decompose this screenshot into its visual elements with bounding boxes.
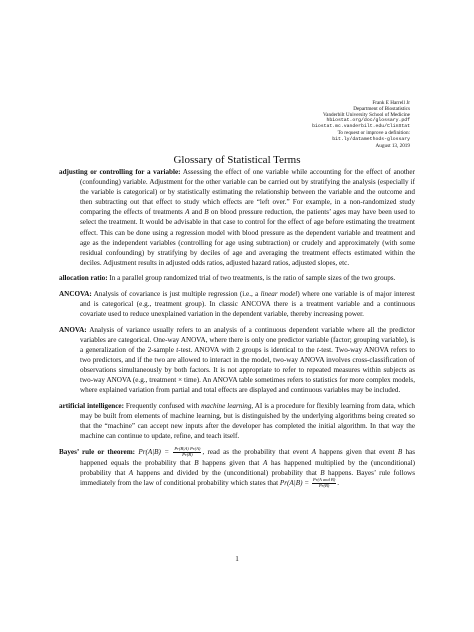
- term-bayes-rule: Bayes’ rule or theorem: [59, 447, 133, 456]
- definition-bayes-part5: has happened multiplied by the (unconditional) probability that: [80, 458, 415, 477]
- definition-bayes-part7: happens. Bayes’ rule follows immediately from the law of conditional probability which states that: [80, 468, 415, 487]
- definition-ai-part1: Frequently confused with: [125, 401, 200, 410]
- page-number: 1: [235, 555, 239, 563]
- math-b: B: [397, 447, 403, 456]
- clinstat-url[interactable]: biostat.mc.vanderbilt.edu/ClinStat: [312, 124, 410, 130]
- math-t: t: [176, 346, 179, 354]
- definition-bayes-part4: happens given that: [202, 458, 260, 467]
- fraction-conditional: [312, 478, 336, 489]
- definition-adjusting-part2: on blood pressure reduction, the patients’ ages may have been used to select the treatment. It would be advisable in that case to control for the effect of age before estimating the treatment effect. This can be done using a regression model with blood pressure as the dependent variable and treatment and age as the independent variables (controlling for age using subtraction) or crudely and approximately (with some residual confounding) by stratifying by deciles of age and averaging the treatment effects estimated within the deciles. Adjustment results in adjusted odds ratios, adjusted hazard ratios, adjusted slopes, etc.: [80, 208, 415, 267]
- entry-ancova: ANCOVA: Analysis of covariance is just multiple regression (i.e., a linear model) where one variable is of major interest and is categorical (e.g., treatment group). In classic ANCOVA there is a treatment variable and a continuous covariate used to reduce unexplained variation in the dependent variable, thereby increasing power.: [59, 290, 415, 319]
- header-date: August 13, 2019: [375, 142, 410, 149]
- page-title: Glossary of Statistical Terms: [173, 154, 301, 166]
- entry-allocation-ratio: allocation ratio: In a parallel group randomized trial of two treatments, is the ratio of sample sizes of the two groups.: [59, 274, 396, 283]
- author-header: [312, 100, 410, 149]
- request-note: To request or improve a definition:: [337, 130, 410, 137]
- entry-anova: ANOVA: Analysis of variance usually refers to an analysis of a continuous dependent variable where all the predictor variables are categorical. One-way ANOVA, where there is only one predictor variable (factor; grouping variable), is a generalization of the 2-sample t-test. ANOVA with 2 groups is identical to the t-test. Two-way ANOVA refers to two predictors, and if the two are allowed to interact in the model, two-way ANOVA involves cross-classification of observations simultaneously by both factors. It is not appropriate to refer to repeated measures within subjects as two-way ANOVA (e.g., treatment × time). An ANOVA table sometimes refers to statistics for more complex models, where explained variation from partial and total effects are displayed and continuous variables may be included.: [59, 325, 415, 395]
- definition-ancova-part1: Analysis of covariance is just multiple regression (i.e., a: [93, 290, 259, 299]
- math-b: B: [204, 208, 209, 217]
- definition-bayes-part6: happens and divided by the (unconditional) probability that: [136, 468, 317, 477]
- datamethods-url[interactable]: bit.ly/datamethods-glossary: [332, 136, 410, 142]
- term-adjusting: adjusting or controlling for a variable: [59, 168, 179, 176]
- definition-bayes-part1: , read as the probability that event: [202, 447, 309, 456]
- definition-adjusting-part1: Assessing the effect of one variable while accounting for the effect of another (confounding) variable. Adjustment for the other variable can be carried out by stratifying the analysis (especially if the variable is categorical) or by statistically estimating the relationship between the variable and the outcome and then subtracting out that effect to study which effects are “left over.” For example, in a non-randomized study comparing the effects of treatments: [80, 168, 415, 217]
- definition-anova-part3: -test. Two-way ANOVA refers to two predictors, and if the two are allowed to interact in the model, two-way ANOVA involves cross-classification of observations simultaneously by both factors. It is not appropriate to refer to repeated measures within subjects as two-way ANOVA (e.g., treatment × time). An ANOVA table sometimes refers to statistics for more complex models, where explained variation from partial and total effects are displayed and continuous variables may be included.: [80, 346, 415, 395]
- formula-lhs: Pr(A|B) =: [279, 478, 310, 487]
- math-a: A: [311, 447, 316, 456]
- definition-bayes-part2: happens given that event: [319, 447, 395, 456]
- link-machine-learning[interactable]: machine learning: [201, 401, 252, 410]
- term-anova: ANOVA: [59, 325, 85, 334]
- definition-allocation-ratio: In a parallel group randomized trial of two treatments, is the ratio of sample sizes of the two groups.: [109, 274, 396, 283]
- definition-anova-part1: Analysis of variance usually refers to an analysis of a continuous dependent variable where all the predictor variables are categorical. One-way ANOVA, where there is only one predictor variable (factor; grouping variable), is a generalization of the 2-sample: [80, 325, 415, 354]
- term-allocation-ratio: allocation ratio: [59, 274, 106, 283]
- definition-ancova-part2: ) where one variable is of major interest and is categorical (e.g., treatment group). In classic ANCOVA there is a treatment variable and a continuous covariate used to reduce unexplained variation in the dependent variable, thereby increasing power.: [80, 290, 415, 319]
- math-a: A: [263, 458, 268, 467]
- definition-bayes-part3: has happened equals the probability that: [80, 447, 415, 467]
- term-ancova: ANCOVA: [59, 290, 90, 299]
- author-department: Department of Biostatistics: [353, 106, 410, 113]
- fraction-denominator: Pr(B): [182, 451, 193, 457]
- math-t: t: [316, 346, 319, 354]
- term-artificial-intelligence: artificial intelligence: [59, 401, 122, 410]
- author-school: Vanderbilt University School of Medicine: [322, 112, 410, 119]
- entry-adjusting: adjusting or controlling for a variable: Assessing the effect of one variable while accounting for the effect of another (confounding) variable. Adjustment for the other variable can be carried out by stratifying the analysis (especially if the variable is categorical) or by statistically estimating the relationship between the variable and the outcome and then subtracting out that effect to study which effects are “left over.” For example, in a non-randomized study comparing the effects of treatments A and B on blood pressure reduction, the patients’ ages may have been used to select the treatment. It would be advisable in that case to control for the effect of age before estimating the treatment effect. This can be done using a regression model with blood pressure as the dependent variable and treatment and age as the independent variables (controlling for age using subtraction) or crudely and approximately (with some residual confounding) by stratifying by deciles of age and averaging the treatment effects estimated within the deciles. Adjustment results in adjusted odds ratios, adjusted hazard ratios, adjusted slopes, etc.: [59, 168, 415, 267]
- glossary-url[interactable]: hbiostat.org/doc/glossary.pdf: [326, 118, 410, 124]
- math-a: A: [128, 468, 134, 477]
- author-name: Frank E Harrell Jr: [372, 100, 410, 106]
- fraction-bayes: [173, 447, 201, 458]
- fraction-numerator: Pr(A and B): [312, 476, 336, 482]
- entry-bayes-rule: Bayes’ rule or theorem: Pr(A|B) = $\frac{Pr(B|A) Pr(A)}{Pr(B)}$ , read as the probability that event A happens given that event B has happened equals the probability that B happens given that A has happened multiplied by the (unconditional) probability that A happens and divided by the (unconditional) probability that B happens. Bayes’ rule follows immediately from the law of conditional probability which states that Pr(A|B) = $\frac{\text{Pr(A and B)}}{Pr(B)}$ .: [59, 445, 415, 488]
- math-b: B: [194, 458, 199, 467]
- glossary-entries: [59, 167, 415, 494]
- entry-artificial-intelligence: artificial intelligence: Frequently confused with machine learning, AI is a procedure for flexibly learning from data, which may be built from elements of machine learning, but is distinguished by the underlying algorithms being created so that the “machine” can accept new inputs after the developer has completed the initial algorithm. In that way the machine can continue to update, refine, and teach itself.: [59, 401, 415, 441]
- definition-ai-part2: , AI is a procedure for flexibly learning from data, which may be built from elements of machine learning, but is distinguished by the underlying algorithms being created so that the “machine” can accept new inputs after the developer has completed the initial algorithm. In that way the machine can continue to update, refine, and teach itself.: [80, 401, 415, 441]
- math-b: B: [320, 468, 325, 477]
- formula-lhs: Pr(A|B) =: [138, 447, 170, 456]
- link-linear-model[interactable]: linear model: [260, 290, 298, 299]
- fraction-numerator: Pr(B|A) Pr(A): [174, 445, 201, 451]
- math-a: A: [185, 208, 190, 217]
- formula-period: .: [337, 478, 340, 487]
- definition-adjusting-and: and: [191, 208, 203, 217]
- definition-anova-part2: -test. ANOVA with 2 groups is identical to the: [178, 346, 315, 354]
- fraction-denominator: Pr(B): [318, 482, 330, 488]
